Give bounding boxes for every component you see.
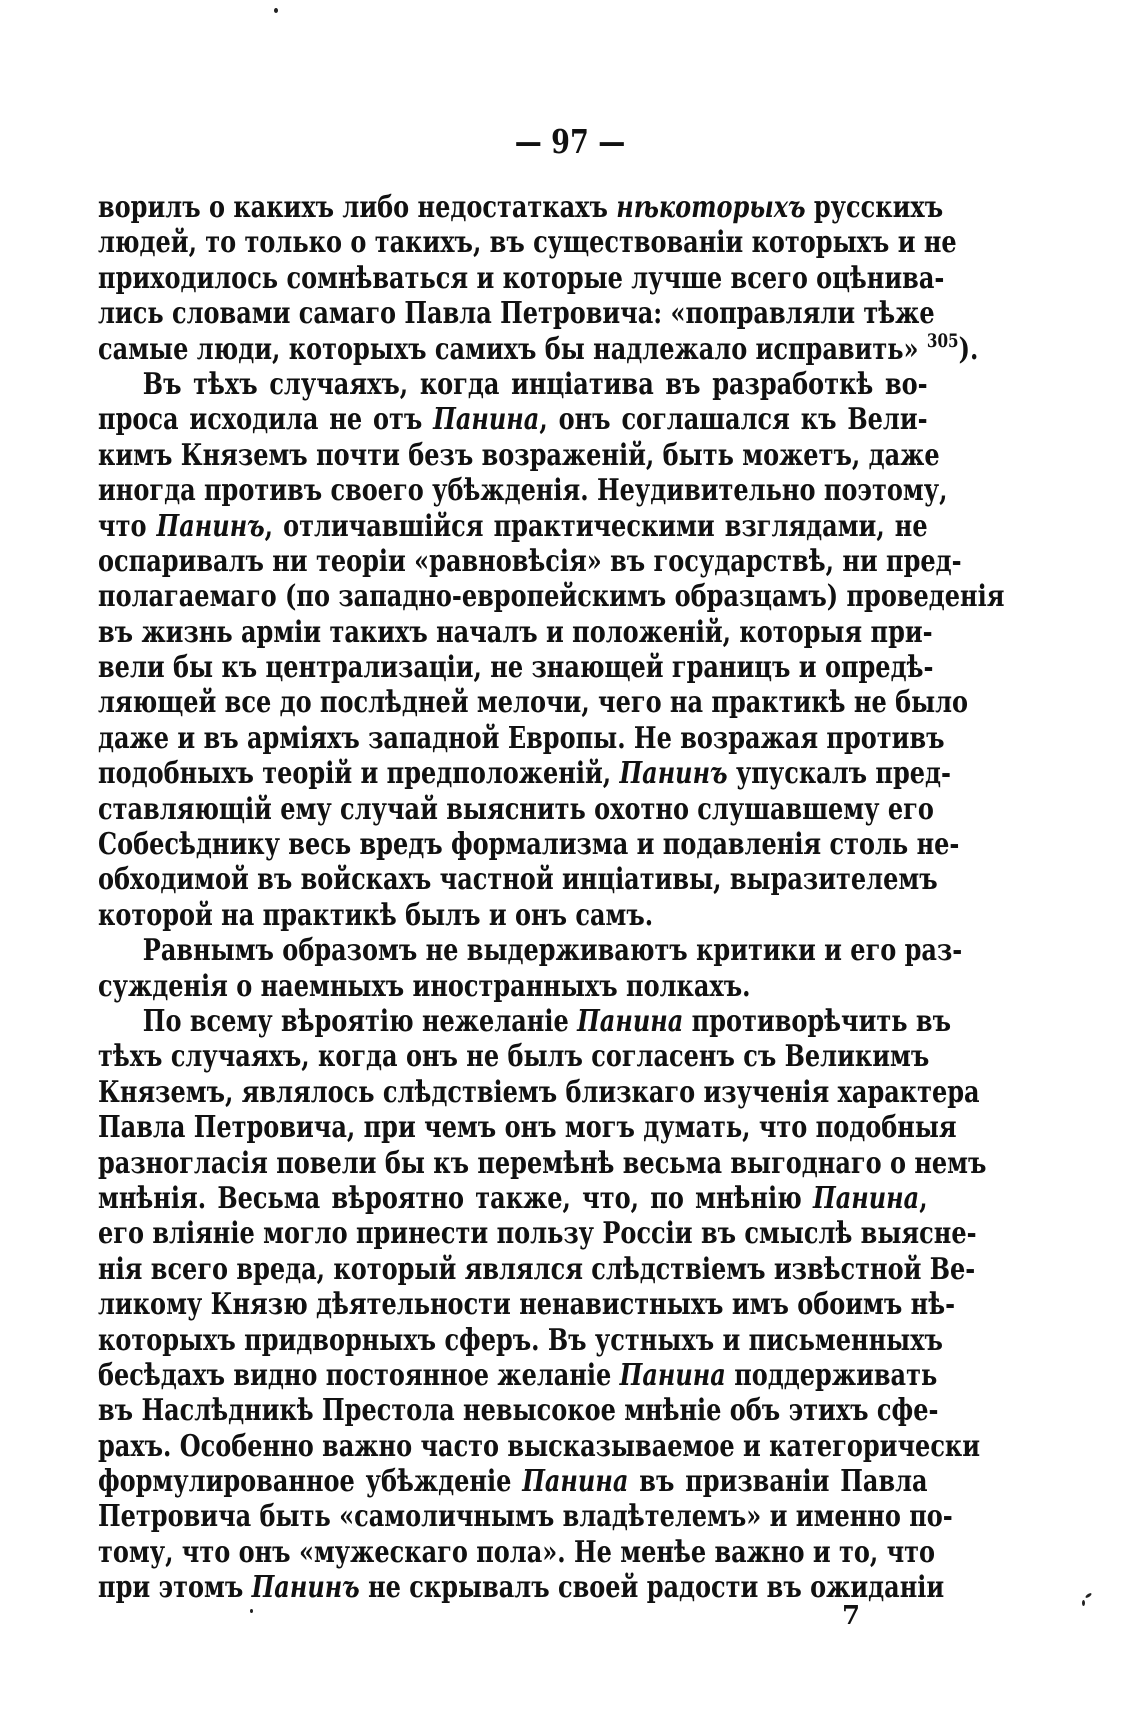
text-segment: подобныхъ теорій и предположеній, xyxy=(98,756,620,792)
text-segment: противорѣчить въ xyxy=(683,1003,952,1039)
text-segment: Петровича быть «самоличнымъ владѣтелемъ» и именно по- xyxy=(98,1499,953,1535)
text-line xyxy=(98,1570,945,1606)
text-segment: Въ тѣхъ случаяхъ, когда инціатива въ разработкѣ во- xyxy=(142,366,928,402)
text-line xyxy=(98,1003,952,1039)
text-line xyxy=(98,1499,953,1535)
text-segment: вели бы къ централизаціи, не знающей границъ и опредѣ- xyxy=(98,650,934,686)
text-segment: которой на практикѣ былъ и онъ самъ. xyxy=(98,897,654,933)
text-line xyxy=(98,260,945,296)
italic-name: Панинъ xyxy=(156,508,265,544)
italic-name: Панинъ xyxy=(251,1570,360,1606)
text-segment: бесѣдахъ видно постоянное желаніе xyxy=(98,1357,620,1393)
text-line xyxy=(98,614,933,650)
text-segment: упускалъ пред- xyxy=(727,756,951,792)
text-segment: русскихъ xyxy=(805,190,944,225)
italic-name: Панина xyxy=(577,1003,684,1039)
text-line xyxy=(98,473,948,509)
page-number: — 97 — xyxy=(514,122,626,161)
text-line xyxy=(98,329,979,367)
text-segment: даже и въ арміяхъ западной Европы. Не возражая противъ xyxy=(98,720,945,756)
text-line xyxy=(98,1287,956,1323)
text-segment: Равнымъ образомъ не выдерживаютъ критики и его раз- xyxy=(142,933,963,969)
text-line xyxy=(98,1357,938,1393)
text-line xyxy=(98,969,928,1004)
text-line xyxy=(98,402,928,437)
text-segment: приходилось сомнѣваться и которые лучше всего оцѣнива- xyxy=(98,260,945,296)
italic-name: Панина xyxy=(433,402,540,438)
text-segment: иногда противъ своего убѣжденія. Неудивительно поэтому, xyxy=(98,473,948,509)
print-speck xyxy=(1082,1600,1085,1606)
text-segment: обходимой въ войскахъ частной инціативы, выразителемъ xyxy=(98,862,938,898)
text-line xyxy=(98,190,944,225)
text-line xyxy=(98,1428,981,1464)
text-line xyxy=(98,579,1005,615)
text-segment: кимъ Княземъ почти безъ возраженій, быть можетъ, даже xyxy=(98,437,940,473)
text-segment: въ Наслѣдникѣ Престола невысокое мнѣніе объ этихъ сфе- xyxy=(98,1393,939,1429)
body-text xyxy=(98,190,1005,1606)
text-line xyxy=(98,1216,977,1252)
text-segment: Павла Петровича, при чемъ онъ могъ думать, что подобныя xyxy=(98,1110,957,1146)
italic-name: Панина xyxy=(619,1357,726,1393)
text-segment: людей, то только о такихъ, въ существованіи которыхъ и не xyxy=(98,225,957,261)
text-segment: въ призваніи Павла xyxy=(628,1464,928,1500)
text-line xyxy=(98,1393,939,1429)
italic-name: Панинъ xyxy=(619,756,728,792)
text-line xyxy=(98,437,940,473)
text-line xyxy=(98,1145,987,1181)
text-line xyxy=(98,791,934,827)
text-segment: Собесѣднику весь вредъ формализма и подавленія столь не- xyxy=(98,827,960,863)
text-segment: ляющей все до послѣдней мелочи, чего на практикѣ не было xyxy=(98,685,969,721)
text-segment: разногласія повели бы къ перемѣнѣ весьма выгоднаго о немъ xyxy=(98,1145,987,1181)
text-segment: въ жизнь арміи такихъ началъ и положеній, которыя при- xyxy=(98,614,933,650)
text-segment: сужденія о наемныхъ иностранныхъ полкахъ. xyxy=(98,968,751,1004)
text-line xyxy=(98,225,957,261)
text-segment: ворилъ о какихъ либо недостаткахъ xyxy=(98,190,617,225)
text-segment: , xyxy=(919,1180,928,1216)
text-segment: не скрывалъ своей радости въ ожиданіи xyxy=(359,1570,945,1606)
text-segment: полагаемаго (по западно-европейскимъ образцамъ) проведенія xyxy=(98,579,1005,615)
text-line xyxy=(98,1322,943,1358)
text-segment: По всему вѣроятію нежеланіе xyxy=(142,1003,578,1039)
text-line xyxy=(98,650,934,686)
text-segment: ). xyxy=(958,331,979,367)
text-line xyxy=(98,898,928,933)
text-segment: , онъ соглашался къ Вели- xyxy=(539,402,928,438)
text-segment: лись словами самаго Павла Петровича: «поправляли тѣже xyxy=(98,296,935,332)
italic-name: нѣкоторыхъ xyxy=(616,190,806,225)
text-segment: его вліяніе могло принести пользу Россіи въ смыслѣ выясне- xyxy=(98,1216,977,1252)
signature-mark: 7 xyxy=(842,1601,861,1631)
text-segment: формулированное убѣжденіе xyxy=(98,1464,523,1500)
text-line xyxy=(98,367,928,402)
footnote-reference: 305 xyxy=(926,329,959,352)
text-line xyxy=(98,543,962,579)
text-segment: которыхъ придворныхъ сферъ. Въ устныхъ и письменныхъ xyxy=(98,1322,943,1358)
text-segment: мнѣнія. Весьма вѣроятно также, что, по мнѣнію xyxy=(98,1180,814,1216)
text-segment: , отличавшійся практическими взглядами, не xyxy=(264,508,928,544)
text-line xyxy=(98,933,963,969)
text-segment: тому, что онъ «мужескаго пола». Не менѣе важно и то, что xyxy=(98,1534,936,1570)
text-segment: поддерживать xyxy=(725,1357,938,1393)
text-line xyxy=(98,1534,936,1570)
text-segment: нія всего вреда, который являлся слѣдствіемъ извѣстной Ве- xyxy=(98,1251,976,1287)
text-line xyxy=(98,1181,928,1216)
text-segment: Княземъ, являлось слѣдствіемъ близкаго изученія характера xyxy=(98,1074,980,1110)
text-segment: что xyxy=(98,508,157,544)
text-segment: при этомъ xyxy=(98,1570,252,1606)
text-segment: тѣхъ случаяхъ, когда онъ не былъ согласенъ съ Великимъ xyxy=(98,1039,930,1075)
print-speck xyxy=(274,8,278,13)
text-segment: самые люди, которыхъ самихъ бы надлежало исправить» xyxy=(98,331,927,367)
italic-name: Панина xyxy=(522,1464,629,1500)
text-line xyxy=(98,296,935,332)
text-segment: проса исходила не отъ xyxy=(98,402,434,438)
text-line xyxy=(98,756,951,792)
text-line xyxy=(98,1251,976,1287)
text-line xyxy=(98,1464,928,1499)
italic-name: Панина xyxy=(813,1180,920,1216)
text-line xyxy=(98,509,928,544)
print-speck xyxy=(250,1609,253,1613)
text-line xyxy=(98,685,969,721)
text-line xyxy=(98,1039,928,1074)
text-segment: ставляющій ему случай выяснить охотно слушавшему его xyxy=(98,791,934,827)
text-line xyxy=(98,827,960,863)
text-line xyxy=(98,862,938,898)
print-speck xyxy=(1085,1592,1092,1598)
text-line xyxy=(98,1074,980,1110)
text-segment: рахъ. Особенно важно часто высказываемое и категорически xyxy=(98,1428,981,1464)
text-line xyxy=(98,720,945,756)
text-segment: ликому Князю дѣятельности ненавистныхъ имъ обоимъ нѣ- xyxy=(98,1287,956,1323)
text-line xyxy=(98,1110,957,1146)
text-segment: оспаривалъ ни теоріи «равновѣсія» въ государствѣ, ни пред- xyxy=(98,543,962,579)
